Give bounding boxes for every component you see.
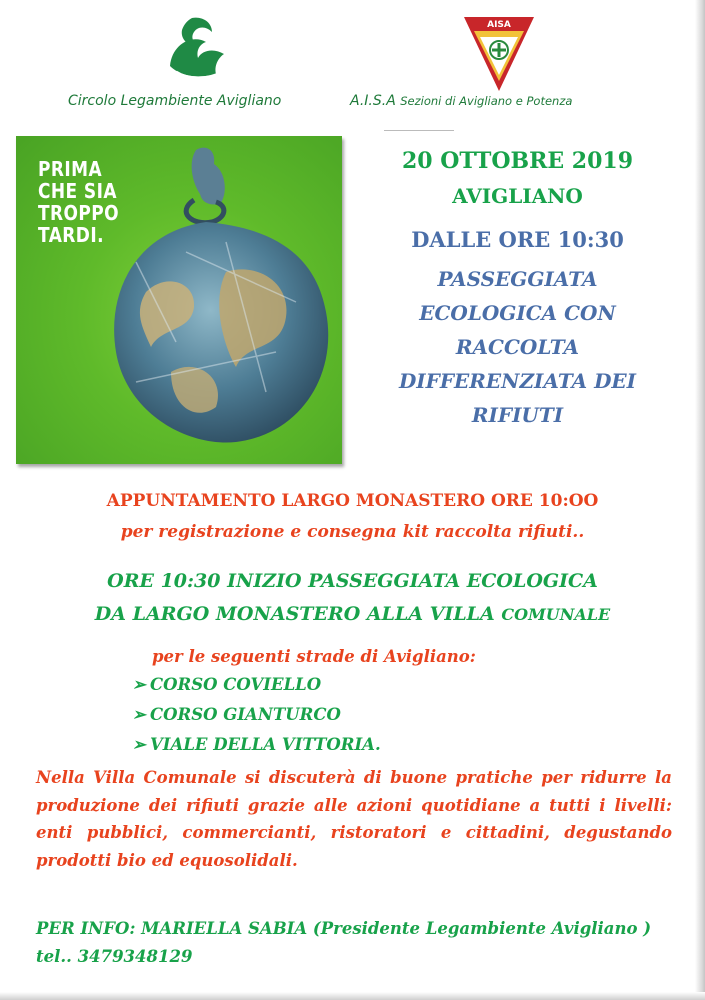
legambiente-swan-logo xyxy=(162,14,234,86)
org-left-label: Circolo Legambiente Avigliano xyxy=(68,93,282,109)
registration-line: per registrazione e consegna kit raccolta rifiuti.. xyxy=(120,522,585,542)
poster-slogan xyxy=(38,158,119,246)
streets-intro: per le seguenti strade di Avigliano: xyxy=(152,647,476,666)
street-name: VIALE DELLA VITTORIA. xyxy=(150,735,381,754)
event-description-line: DIFFERENZIATA DEI xyxy=(398,369,637,393)
arrow-bullet-icon: ➢ xyxy=(132,735,146,754)
street-item xyxy=(132,705,341,724)
event-description-line: RIFIUTI xyxy=(471,403,564,427)
poster-image xyxy=(16,136,342,464)
event-town: AVIGLIANO xyxy=(452,184,583,208)
appointment-line: APPUNTAMENTO LARGO MONASTERO ORE 10:OO xyxy=(106,491,599,511)
event-description-line: ECOLOGICA CON xyxy=(419,301,616,325)
poster-line: TARDI. xyxy=(38,223,104,247)
poster-line: CHE SIA xyxy=(38,179,117,203)
event-time: DALLE ORE 10:30 xyxy=(411,227,624,252)
page-edge-shadow xyxy=(695,0,705,1000)
contact-info: PER INFO: MARIELLA SABIA (Presidente Legambiente Avigliano ) tel.. 3479348129 xyxy=(36,919,652,966)
poster-line: TROPPO xyxy=(38,201,120,225)
event-description-line: RACCOLTA xyxy=(455,335,580,359)
route-end: COMUNALE xyxy=(501,605,611,624)
event-description-line: PASSEGGIATA xyxy=(437,267,598,291)
route-line xyxy=(0,603,705,625)
street-item xyxy=(132,735,381,754)
poster-line: PRIMA xyxy=(38,157,103,181)
page-bottom-shadow xyxy=(0,992,705,1000)
discussion-paragraph: Nella Villa Comunale si discuterà di buone pratiche per ridurre la produzione dei rifiuti grazie alle azioni quotidiane a tutti i livelli: enti pubblici, commercianti, ristoratori e cittadini, degustando prodotti bio ed equosolidali. xyxy=(36,768,672,870)
street-item xyxy=(132,675,321,694)
org-right-main: A.I.S.A xyxy=(350,93,396,109)
org-right-label xyxy=(350,93,572,109)
street-name: CORSO GIANTURCO xyxy=(150,705,341,724)
arrow-bullet-icon: ➢ xyxy=(132,675,146,694)
event-date: 20 OTTOBRE 2019 xyxy=(401,148,634,174)
street-name: CORSO COVIELLO xyxy=(150,675,322,694)
aisa-logo xyxy=(462,15,536,93)
route-main: DA LARGO MONASTERO ALLA VILLA xyxy=(94,603,502,625)
header-divider xyxy=(384,130,454,131)
arrow-bullet-icon: ➢ xyxy=(132,705,146,724)
event-description xyxy=(345,262,690,432)
walk-start-line: ORE 10:30 INIZIO PASSEGGIATA ECOLOGICA xyxy=(107,570,598,592)
aisa-logo-text: AISA xyxy=(487,20,511,30)
org-right-sub: Sezioni di Avigliano e Potenza xyxy=(400,94,573,108)
